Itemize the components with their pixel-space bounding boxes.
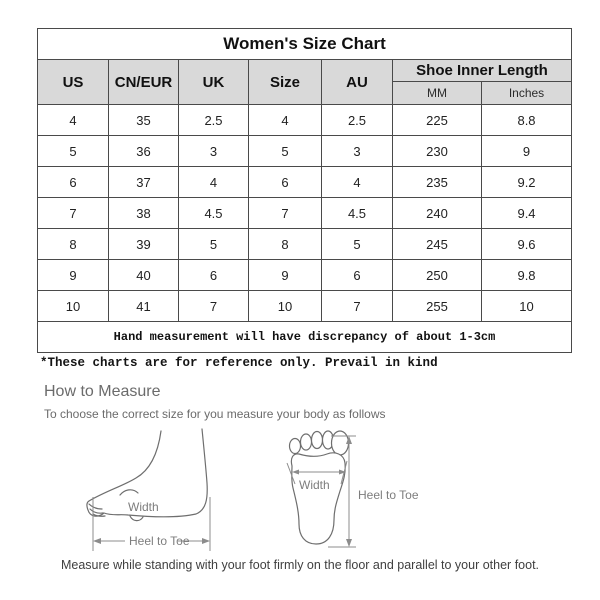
top-heel-to-toe-label: Heel to Toe bbox=[358, 488, 419, 502]
cell: 9 bbox=[482, 136, 572, 167]
foot-side-view-diagram bbox=[78, 425, 223, 565]
cell: 7 bbox=[249, 198, 322, 229]
cell: 35 bbox=[109, 105, 179, 136]
table-row bbox=[38, 291, 572, 322]
table-row bbox=[38, 167, 572, 198]
cell: 4 bbox=[249, 105, 322, 136]
cell: 10 bbox=[482, 291, 572, 322]
table-title: Women's Size Chart bbox=[38, 29, 572, 60]
cell: 6 bbox=[322, 260, 393, 291]
cell: 5 bbox=[179, 229, 249, 260]
top-width-label: Width bbox=[299, 478, 330, 492]
table-row bbox=[38, 229, 572, 260]
cell: 6 bbox=[249, 167, 322, 198]
cell: 7 bbox=[179, 291, 249, 322]
cell: 5 bbox=[38, 136, 109, 167]
arrowhead-right bbox=[202, 538, 210, 544]
cell: 38 bbox=[109, 198, 179, 229]
side-width-label: Width bbox=[128, 500, 159, 514]
cell: 8 bbox=[249, 229, 322, 260]
cell: 3 bbox=[322, 136, 393, 167]
col-header-cn-eur: CN/EUR bbox=[109, 60, 179, 105]
reference-note: *These charts are for reference only. Prevail in kind bbox=[40, 356, 438, 370]
cell: 10 bbox=[249, 291, 322, 322]
foot-toes-outline bbox=[290, 431, 349, 455]
cell: 9.4 bbox=[482, 198, 572, 229]
foot-top-view-icon bbox=[283, 430, 423, 555]
cell: 4 bbox=[179, 167, 249, 198]
foot-sole-outline bbox=[291, 453, 345, 544]
cell: 8 bbox=[38, 229, 109, 260]
cell: 37 bbox=[109, 167, 179, 198]
cell: 255 bbox=[393, 291, 482, 322]
cell: 9.6 bbox=[482, 229, 572, 260]
arrowhead-bottom bbox=[346, 539, 352, 547]
arrowhead-left bbox=[93, 538, 101, 544]
col-header-mm: MM bbox=[393, 82, 482, 105]
table-title-row bbox=[38, 29, 572, 60]
cell: 36 bbox=[109, 136, 179, 167]
cell: 4.5 bbox=[322, 198, 393, 229]
cell: 10 bbox=[38, 291, 109, 322]
col-header-us: US bbox=[38, 60, 109, 105]
cell: 9 bbox=[38, 260, 109, 291]
col-header-au: AU bbox=[322, 60, 393, 105]
how-to-measure-heading: How to Measure bbox=[44, 383, 161, 400]
cell: 7 bbox=[322, 291, 393, 322]
cell: 9.2 bbox=[482, 167, 572, 198]
table-row bbox=[38, 260, 572, 291]
how-to-measure-intro: To choose the correct size for you measure your body as follows bbox=[44, 407, 386, 421]
side-heel-to-toe-label: Heel to Toe bbox=[129, 534, 190, 548]
cell: 225 bbox=[393, 105, 482, 136]
cell: 40 bbox=[109, 260, 179, 291]
cell: 41 bbox=[109, 291, 179, 322]
cell: 6 bbox=[179, 260, 249, 291]
cell: 2.5 bbox=[322, 105, 393, 136]
cell: 7 bbox=[38, 198, 109, 229]
measure-caption: Measure while standing with your foot firmly on the floor and parallel to your other foot. bbox=[60, 558, 540, 572]
cell: 250 bbox=[393, 260, 482, 291]
cell: 3 bbox=[179, 136, 249, 167]
cell: 9 bbox=[249, 260, 322, 291]
header-row bbox=[38, 60, 572, 82]
table-row bbox=[38, 105, 572, 136]
cell: 4.5 bbox=[179, 198, 249, 229]
cell: 235 bbox=[393, 167, 482, 198]
cell: 230 bbox=[393, 136, 482, 167]
cell: 240 bbox=[393, 198, 482, 229]
cell: 5 bbox=[322, 229, 393, 260]
col-header-inner-length: Shoe Inner Length bbox=[393, 60, 572, 82]
cell: 9.8 bbox=[482, 260, 572, 291]
cell: 4 bbox=[38, 105, 109, 136]
cell: 39 bbox=[109, 229, 179, 260]
table-footnote: Hand measurement will have discrepancy of about 1-3cm bbox=[38, 322, 572, 353]
foot-top-view-diagram bbox=[283, 430, 423, 560]
cell: 8.8 bbox=[482, 105, 572, 136]
cell: 4 bbox=[322, 167, 393, 198]
table-row bbox=[38, 136, 572, 167]
table-row bbox=[38, 198, 572, 229]
size-chart-table bbox=[37, 28, 572, 353]
cell: 2.5 bbox=[179, 105, 249, 136]
foot-side-view-icon bbox=[78, 425, 223, 560]
col-header-inches: Inches bbox=[482, 82, 572, 105]
cell: 6 bbox=[38, 167, 109, 198]
col-header-uk: UK bbox=[179, 60, 249, 105]
cell: 5 bbox=[249, 136, 322, 167]
col-header-size: Size bbox=[249, 60, 322, 105]
cell: 245 bbox=[393, 229, 482, 260]
table-footnote-row bbox=[38, 322, 572, 353]
